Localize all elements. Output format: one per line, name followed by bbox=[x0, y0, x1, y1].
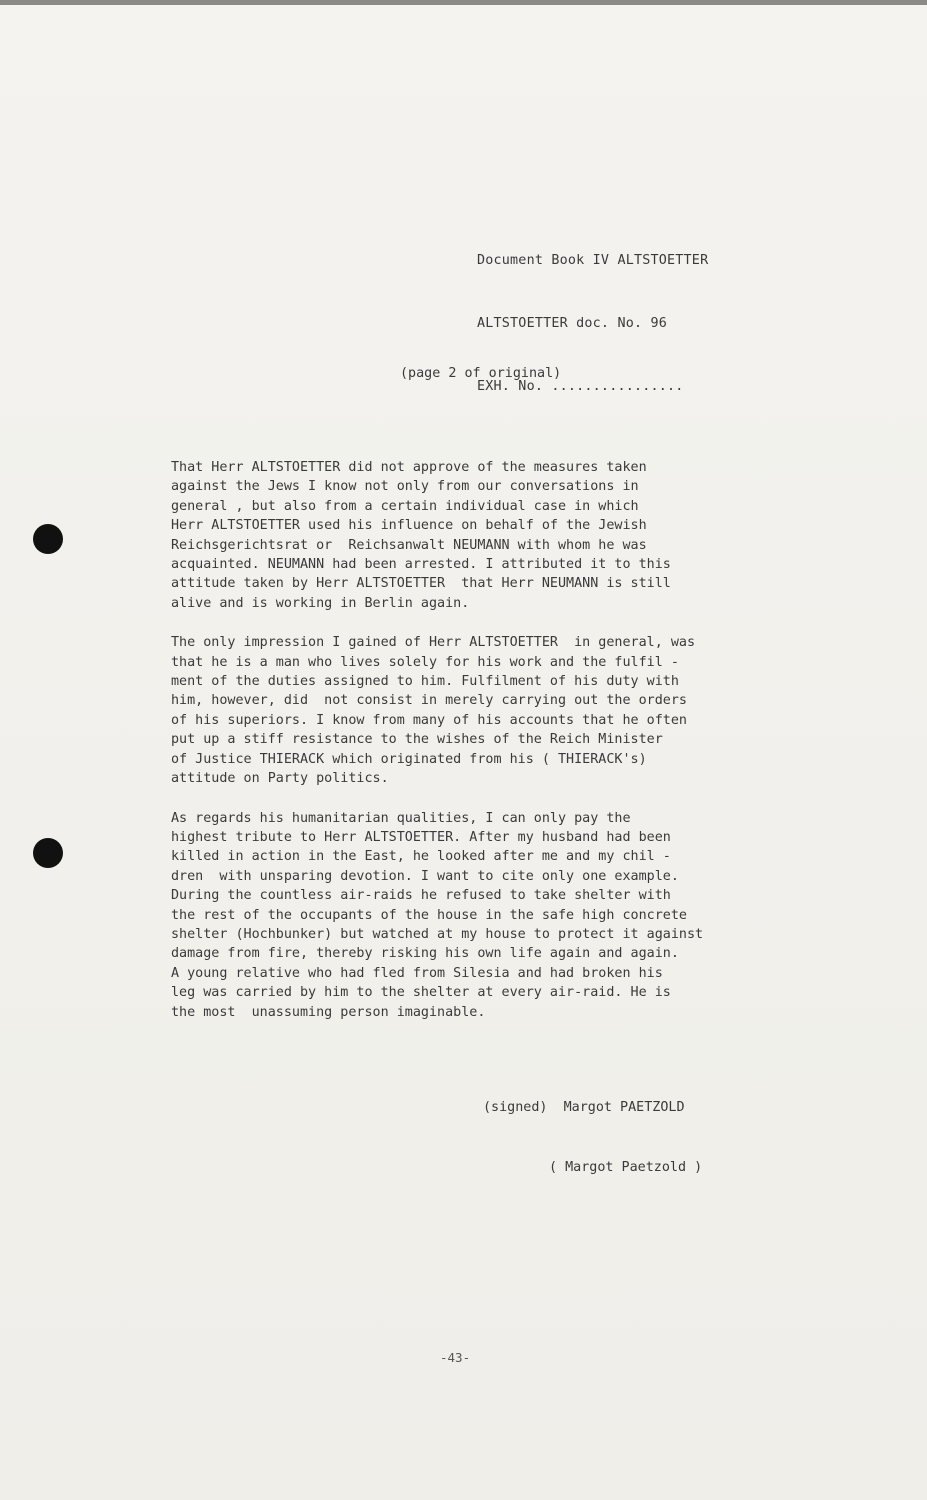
signature-name: ( Margot Paetzold ) bbox=[549, 1160, 703, 1175]
top-edge bbox=[0, 0, 927, 5]
paragraph-2 bbox=[171, 633, 821, 788]
text-line: against the Jews I know not only from our conversations in bbox=[171, 479, 639, 495]
text-line: A young relative who had fled from Silesia and had broken his bbox=[171, 965, 663, 981]
text-line: As regards his humanitarian qualities, I can only pay the bbox=[171, 810, 631, 826]
signature-block bbox=[483, 1058, 702, 1218]
text-line: of his superiors. I know from many of his accounts that he often bbox=[171, 712, 687, 728]
text-line: highest tribute to Herr ALTSTOETTER. After my husband had been bbox=[171, 829, 671, 845]
header-doc-number: ALTSTOETTER doc. No. 96 bbox=[477, 316, 668, 331]
text-line: him, however, did not consist in merely carrying out the orders bbox=[171, 693, 687, 709]
text-line: dren with unsparing devotion. I want to cite only one example. bbox=[171, 868, 679, 884]
text-line: killed in action in the East, he looked after me and my chil - bbox=[171, 849, 671, 865]
text-line: attitude on Party politics. bbox=[171, 771, 389, 787]
text-line: alive and is working in Berlin again. bbox=[171, 595, 470, 611]
punch-hole-top bbox=[33, 524, 63, 554]
page-note: (page 2 of original) bbox=[400, 366, 562, 381]
text-line: damage from fire, thereby risking his own life again and again. bbox=[171, 946, 679, 962]
text-line: acquainted. NEUMANN had been arrested. I attributed it to this bbox=[171, 557, 671, 573]
text-line: general , but also from a certain individual case in which bbox=[171, 498, 639, 514]
punch-hole-bottom bbox=[33, 838, 63, 868]
header-exhibit-number: EXH. No. ................ bbox=[477, 379, 684, 394]
paragraph-3 bbox=[171, 809, 821, 1022]
text-line: That Herr ALTSTOETTER did not approve of the measures taken bbox=[171, 460, 647, 475]
text-line: Reichsgerichtsrat or Reichsanwalt NEUMANN with whom he was bbox=[171, 537, 647, 553]
text-line: the most unassuming person imaginable. bbox=[171, 1004, 486, 1020]
text-line: the rest of the occupants of the house in the safe high concrete bbox=[171, 907, 687, 923]
text-line: ment of the duties assigned to him. Fulfilment of his duty with bbox=[171, 674, 679, 690]
body-text bbox=[171, 458, 821, 1042]
text-line: During the countless air-raids he refused to take shelter with bbox=[171, 888, 671, 904]
text-line: leg was carried by him to the shelter at every air-raid. He is bbox=[171, 985, 671, 1001]
text-line: The only impression I gained of Herr ALTSTOETTER in general, was bbox=[171, 635, 696, 651]
page-number: -43- bbox=[440, 1350, 471, 1365]
text-line: shelter (Hochbunker) but watched at my house to protect it against bbox=[171, 926, 704, 942]
document-header bbox=[477, 208, 708, 439]
header-document-book: Document Book IV ALTSTOETTER bbox=[477, 253, 709, 268]
text-line: of Justice THIERACK which originated from his ( THIERACK's) bbox=[171, 751, 647, 767]
text-line: put up a stiff resistance to the wishes of the Reich Minister bbox=[171, 732, 663, 748]
text-line: Herr ALTSTOETTER used his influence on behalf of the Jewish bbox=[171, 518, 647, 534]
signature-signed: (signed) Margot PAETZOLD bbox=[483, 1100, 685, 1115]
paragraph-1 bbox=[171, 458, 821, 613]
text-line: that he is a man who lives solely for his work and the fulfil - bbox=[171, 654, 679, 670]
text-line: attitude taken by Herr ALTSTOETTER that Herr NEUMANN is still bbox=[171, 576, 671, 592]
